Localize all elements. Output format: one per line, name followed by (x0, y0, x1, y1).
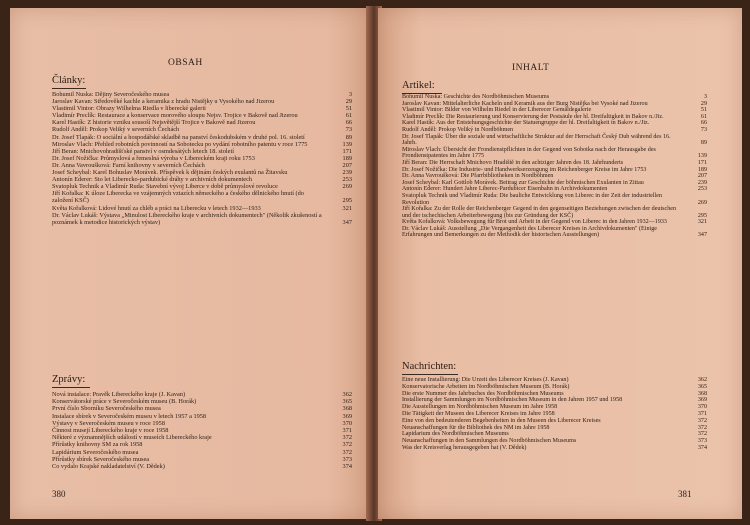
news-entry-page-number: 362 (342, 391, 352, 398)
news-entry-title: Die erste Nummer des Jahrbuches des Nordböhmischen Museums (402, 390, 564, 397)
toc-entry-title: Květa Kořalková: Lidové hnutí za chléb a práci na Liberecku v letech 1932—1933 (52, 204, 261, 212)
toc-entry (402, 127, 707, 134)
news-entry (402, 384, 707, 391)
toc-entry-title: Josef Scheybal: Karl Gottlob Morávek. Beitrag zur Geschichte der böhmischen Exulanten in Zittau (402, 179, 644, 186)
toc-entry-title: Dr. Josef Tlapák: Über die soziale und wirtschaftliche Struktur auf der Herrschaft Český Dub während des 16. Jahrh. (402, 133, 671, 147)
right-page (378, 8, 742, 519)
news-entry-title: Instalace sbírek v Severočeském museu v letech 1957 a 1958 (52, 412, 207, 420)
toc-entry-title: Rudolf Anděl: Prokop Veliký in Nordböhmen (402, 126, 514, 133)
toc-entry-page-number: 321 (342, 204, 352, 212)
toc-entry-page-number: 51 (700, 107, 707, 114)
toc-entry-page-number: 66 (345, 119, 352, 127)
toc-entry-title: Jiří Kořalka: K úloze Liberecka ve vzájemných vztazích německého a českého dělnického hnutí (do založení KSČ) (52, 190, 304, 205)
news-entry-page-number: 372 (342, 448, 352, 456)
news-entry (52, 405, 352, 412)
toc-entry-page-number: 3 (703, 94, 707, 100)
toc-entry-title: Rudolf Anděl: Prokop Veliký v severních Čechách (52, 126, 180, 134)
news-entry-title: Konservátorské práce v Severočeském museu (B. Horák) (52, 398, 197, 406)
toc-entry-page-number: 295 (342, 197, 352, 205)
toc-entry (52, 148, 352, 155)
news-entry-page-number: 373 (342, 455, 352, 463)
toc-entry-page-number: 61 (700, 113, 707, 120)
toc-entry-page-number: 29 (345, 98, 352, 106)
toc-entry-title: Dr. Josef Tlapák: O sociální a hospodářské skladbě na panství českodubském v druhé pol. 16. století (52, 133, 305, 141)
news-entry (402, 391, 707, 398)
obsah-heading: OBSAH (168, 58, 203, 68)
toc-entry (402, 186, 707, 193)
toc-entry-title: Jiří Kořalka: Zu der Rolle der Reichenberger Gegend in den gegenseitigen Beziehungen zwischen der deutschen und der tschechischen Arbeiterbewegung (bis zur Gründung der KSČ) (402, 206, 677, 219)
news-entry-page-number: 365 (697, 383, 707, 390)
toc-entry-page-number: 51 (345, 105, 352, 113)
toc-entry-title: Jiří Beran: Mnichovohradišťské panství v osmdesátých letech 18. století (52, 147, 234, 155)
toc-entry-page-number: 3 (348, 91, 352, 98)
toc-entry-page-number: 73 (345, 126, 352, 134)
toc-entry-page-number: 347 (697, 232, 707, 239)
news-entry (402, 404, 707, 411)
toc-entry-page-number: 73 (700, 126, 707, 133)
toc-entry-page-number: 139 (342, 140, 352, 148)
toc-entry (52, 126, 352, 133)
toc-entry (402, 206, 707, 219)
news-entry (52, 456, 352, 463)
toc-entry-title: Vladimír Preclík: Restaurace a konservace morového sloupu Nejsv. Trojice v Bakově nad Jizerou (52, 112, 298, 120)
news-entry-page-number: 372 (342, 434, 352, 442)
toc-entry (52, 162, 352, 169)
toc-entry-page-number: 89 (345, 133, 352, 141)
toc-entry-page-number: 253 (697, 186, 707, 193)
toc-entry (402, 147, 707, 160)
news-entry-title: Lapidarium des Nordböhmischen Museums (402, 431, 509, 438)
news-entry-title: Eine von den bedeutenderen Begebenheiten in den Museen des Liberecer Kreises (402, 417, 601, 424)
toc-entry-title: Josef Scheybal: Karel Bohuslav Morávek. Příspěvek k dějinám českých exulantů na Žitavsku (52, 169, 288, 177)
zpravy-section-title: Zprávy: (52, 374, 86, 385)
toc-entry-title: Karel Hastík: Z historie vzniku sousoší Nejsvětější Trojice v Bakově nad Jizerou (52, 119, 256, 127)
news-entry-title: Was der Kreisverlag herausgegeben hat (V. Dědek) (402, 444, 527, 451)
toc-entry (52, 155, 352, 162)
inhalt-heading: INHALT (512, 63, 550, 73)
news-entry (402, 438, 707, 445)
news-entry (52, 441, 352, 448)
toc-entry (402, 160, 707, 167)
news-entry-page-number: 372 (697, 431, 707, 438)
news-entry (402, 425, 707, 432)
toc-entry-page-number: 89 (700, 140, 707, 147)
toc-entry-title: Antonín Ederer: Sto let Liberecko-pardubické dráhy v archivních dokumentech (52, 176, 253, 184)
news-entry-page-number: 372 (697, 424, 707, 431)
news-entry (402, 411, 707, 418)
toc-entry (52, 183, 352, 190)
zpravy-underline (52, 387, 90, 388)
news-entry-title: Neuanschaffungen in den Sammlungen des Nordböhmischen Museums (402, 438, 577, 445)
toc-entry-page-number: 295 (697, 212, 707, 219)
toc-entry (52, 105, 352, 112)
left-folio: 380 (52, 489, 66, 499)
news-entry-title: Lapidárium Severočeského musea (52, 448, 139, 456)
toc-entry-title: Miroslav Vlach: Přehled robotních povinností na Sobotecku po vydání robotního patentu v roce 1775 (52, 140, 308, 148)
nachrichten-underline (402, 374, 458, 375)
toc-entry (402, 219, 707, 226)
toc-entry-page-number: 61 (345, 112, 352, 120)
toc-entry-title: Jaroslav Kavan: Mittelalterliche Kacheln und Keramik aus der Burg Nistějka bei Vysoké nad Jizerou (402, 100, 648, 107)
nachrichten-section-title: Nachrichten: (402, 361, 457, 372)
news-entry-page-number: 362 (697, 377, 707, 383)
news-entry (52, 398, 352, 405)
toc-entry-title: Vladimír Preclík: Die Restaurierung und Konservierung der Pestsäule der hl. Dreifaltigkeit in Bakov n./Jiz. (402, 113, 664, 120)
toc-entry (52, 190, 352, 204)
toc-entry-page-number: 189 (342, 154, 352, 162)
news-entry-page-number: 370 (342, 419, 352, 427)
news-entry (52, 427, 352, 434)
toc-entry (52, 134, 352, 141)
news-entry-title: Některé z významnějších událostí v museích Libereckého kraje (52, 434, 212, 442)
toc-entry (52, 98, 352, 105)
right-articles-list (402, 94, 707, 239)
news-entry-page-number: 370 (697, 404, 707, 411)
toc-entry-page-number: 253 (342, 176, 352, 184)
news-entry (52, 420, 352, 427)
news-entry-title: Výstavy v Severočeském museu v roce 1958 (52, 419, 165, 427)
clanky-section-title: Články: (52, 75, 86, 86)
toc-entry (52, 212, 352, 226)
toc-entry (402, 134, 707, 147)
news-entry-title: Die Tätigkeit der Museen des Liberecer Kreises im Jahre 1958 (402, 410, 555, 417)
news-entry-title: Die Ausstellungen im Nordböhmischen Museum im Jahre 1958 (402, 404, 558, 411)
toc-entry-title: Dr. Václav Lukáš: Ausstellung „Die Vergangenheit des Liberecer Kreises in Archivdokumenten" (Einige Erfahrungen und Bemerkungen zu der Methodik der historischen Ausstellungen) (402, 225, 657, 239)
news-entry-title: Přírůstky knihovny SM za rok 1958 (52, 441, 143, 449)
toc-entry (402, 180, 707, 187)
news-entry-title: Installierung der Sammlungen im Nordböhmischen Museum in den Jahren 1957 und 1958 (402, 397, 623, 404)
news-entry-page-number: 371 (342, 427, 352, 435)
right-news-list (402, 377, 707, 452)
toc-entry-page-number: 171 (342, 147, 352, 155)
news-entry (52, 434, 352, 441)
news-entry (402, 445, 707, 452)
toc-entry-title: Květa Kořalková: Volksbewegung für Brot und Arbeit in der Gegend von Liberec in den Jahren 1932—1933 (402, 219, 667, 226)
news-entry (52, 463, 352, 470)
toc-entry (402, 173, 707, 180)
toc-entry (402, 193, 707, 206)
toc-entry-page-number: 239 (697, 179, 707, 186)
news-entry-page-number: 374 (342, 463, 352, 471)
news-entry (52, 391, 352, 398)
news-entry-page-number: 374 (697, 444, 707, 451)
left-news-list (52, 391, 352, 470)
toc-entry-page-number: 269 (697, 199, 707, 206)
toc-entry-title: Dr. Josef Nožička: Die Industrie- und Handwerkserzeugung im Reichenberger Kreise im Jahre 1753 (402, 166, 647, 173)
news-entry-page-number: 373 (697, 438, 707, 445)
clanky-underline (52, 88, 86, 89)
toc-entry-page-number: 269 (342, 183, 352, 191)
news-entry-title: Neuanschaffungen für die Bibliothek des NM im Jahre 1958 (402, 424, 550, 431)
news-entry-page-number: 369 (697, 397, 707, 404)
toc-entry-title: Antonín Ederer: Hundert Jahre Liberec-Pardubicer Eisenbahn in Archivdokumenten (402, 186, 608, 193)
toc-entry-title: Jiří Beran: Die Herrschaft Mnichovo Hradiště in den achtziger Jahren des 18. Jahrhunderts (402, 159, 624, 166)
news-entry (402, 377, 707, 384)
news-entry-title: Konservatorische Arbeiten im Nordböhmischen Museum (B. Horák) (402, 383, 570, 390)
toc-entry (402, 94, 707, 101)
news-entry-page-number: 368 (342, 405, 352, 413)
toc-entry (402, 120, 707, 127)
news-entry-title: Eine neue Installierung: Die Urzeit des Liberecer Kreises (J. Kavan) (402, 377, 569, 383)
news-entry-page-number: 365 (342, 398, 352, 406)
toc-entry-title: Bohumil Nuska: Geschichte des Nordböhmischen Museums (402, 94, 550, 100)
news-entry-page-number: 372 (697, 417, 707, 424)
toc-entry-page-number: 347 (342, 218, 352, 226)
news-entry-title: Nová instalace: Pravěk Libereckého kraje (J. Kavan) (52, 391, 186, 398)
toc-entry (52, 169, 352, 176)
toc-entry (402, 226, 707, 239)
news-entry-page-number: 372 (342, 441, 352, 449)
toc-entry-page-number: 171 (697, 159, 707, 166)
toc-entry-title: Miroslav Vlach: Übersicht der Frondienstpflichten in der Gegend von Sobotka nach der Herausgabe des Frondienstpatentes im Jahre 1775 (402, 146, 656, 160)
toc-entry-title: Dr. Josef Nožička: Průmyslová a řemeslná výroba v Libereckém kraji roku 1753 (52, 154, 255, 162)
toc-entry-title: Svatopluk Technik a Vladimír Ruda: Stavební vývoj Liberce v době průmyslové revoluce (52, 183, 278, 191)
news-entry-title: První číslo Sborníku Severočeského musea (52, 405, 161, 413)
toc-entry-title: Bohumil Nuska: Dějiny Severočeského musea (52, 91, 170, 98)
toc-entry (52, 205, 352, 212)
news-entry-page-number: 368 (697, 390, 707, 397)
toc-entry (402, 107, 707, 114)
artikel-section-title: Artikel: (402, 80, 435, 91)
toc-entry-page-number: 66 (700, 120, 707, 127)
toc-entry (52, 141, 352, 148)
toc-entry-title: Svatopluk Technik und Vladimír Ruda: Die bauliche Entwicklung von Liberec in der Zeit der industriellen Revolution (402, 192, 662, 206)
toc-entry (402, 101, 707, 108)
toc-entry-title: Dr. Anna Vavroušková: Farní knihovny v severních Čechách (52, 161, 205, 169)
toc-entry-page-number: 189 (697, 166, 707, 173)
toc-entry-title: Karel Hastík: Aus der Entstehungsgeschichte der Statuengruppe der hl. Dreifaltigkeit in Bakov n./Jiz. (402, 120, 650, 127)
toc-entry-title: Vlastimil Vintor: Obrazy Wilhelma Riedla v liberecké galerii (52, 105, 206, 113)
toc-entry-page-number: 321 (697, 219, 707, 226)
news-entry (402, 418, 707, 425)
toc-entry-page-number: 139 (697, 153, 707, 160)
toc-entry-title: Dr. Anna Vavroušková: Die Pfarrbibliotheken in Nordböhmen (402, 173, 554, 180)
right-folio: 381 (678, 489, 692, 499)
news-entry-page-number: 371 (697, 410, 707, 417)
news-entry-title: Činnost musejí Libereckého kraje v roce 1958 (52, 427, 169, 435)
left-page (10, 8, 370, 519)
toc-entry-page-number: 239 (342, 169, 352, 177)
toc-entry (52, 91, 352, 98)
toc-entry (52, 112, 352, 119)
toc-entry-title: Vlastimil Vintor: Bilder von Wilhelm Riedel in der Liberecer Gemäldegalerie (402, 107, 592, 114)
news-entry-title: Přírůstky sbírek Severočeského musea (52, 455, 150, 463)
news-entry (52, 413, 352, 420)
news-entry (52, 449, 352, 456)
toc-entry-title: Jaroslav Kavan: Středověké kachle a keramika z hradu Nistějky u Vysokého nad Jizerou (52, 98, 275, 106)
toc-entry-page-number: 29 (700, 100, 707, 107)
toc-entry-page-number: 207 (697, 173, 707, 180)
toc-entry (52, 176, 352, 183)
news-entry-title: Co vydalo Krajské nakladatelství (V. Dědek) (52, 463, 165, 471)
toc-entry-page-number: 207 (342, 161, 352, 169)
left-articles-list (52, 91, 352, 226)
toc-entry-title: Dr. Václav Lukáš: Výstava „Minulost Libereckého kraje v archivních dokumentech" (Několik zkušeností a poznámek k metodice historických výstav) (52, 211, 322, 226)
news-entry (402, 397, 707, 404)
news-entry-page-number: 369 (342, 412, 352, 420)
